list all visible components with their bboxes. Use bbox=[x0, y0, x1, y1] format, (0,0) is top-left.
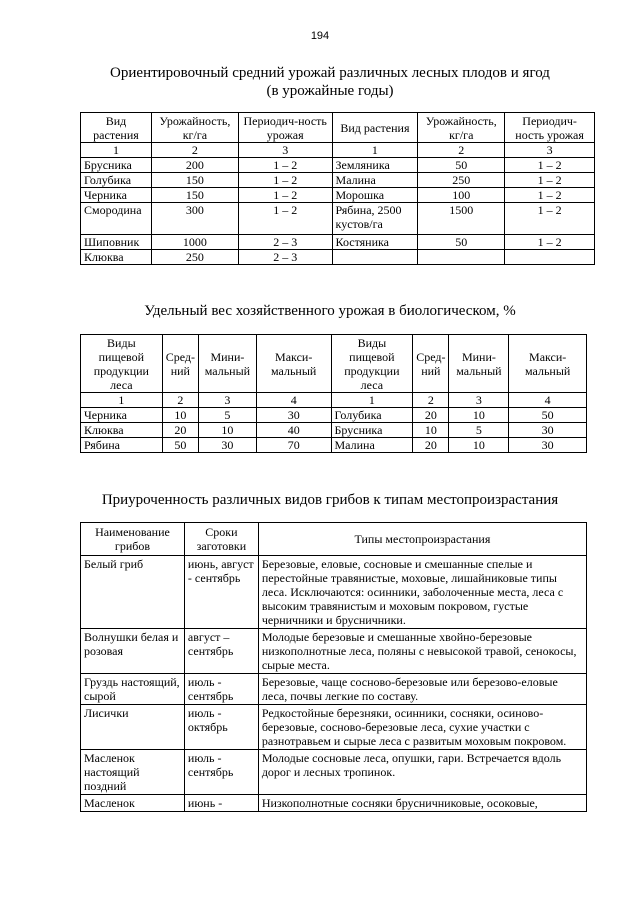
table1-title-line1: Ориентировочный средний урожай различных лесных плодов и ягод bbox=[110, 65, 550, 81]
table-cell: Масленок настоящий поздний bbox=[81, 750, 185, 795]
table-cell: 10 bbox=[162, 408, 198, 423]
col-number: 3 bbox=[505, 143, 595, 158]
table-cell: Малина bbox=[332, 173, 418, 188]
table-cell: 30 bbox=[509, 423, 587, 438]
table-cell: Брусника bbox=[331, 423, 413, 438]
table-cell: Клюква bbox=[81, 423, 163, 438]
table3-title: Приуроченность различных видов грибов к типам местопроизрастания bbox=[101, 492, 559, 508]
table-cell: 1 – 2 bbox=[238, 203, 332, 235]
table-header-row bbox=[81, 523, 587, 556]
col-number: 3 bbox=[449, 393, 509, 408]
table-cell: 10 bbox=[449, 408, 509, 423]
table-cell: Малина bbox=[331, 438, 413, 453]
table-row bbox=[81, 408, 587, 423]
table1-title bbox=[60, 64, 600, 100]
table-cell: 1 – 2 bbox=[505, 235, 595, 250]
table-cell: 10 bbox=[413, 423, 449, 438]
col-number: 3 bbox=[238, 143, 332, 158]
table-cell: Рябина bbox=[81, 438, 163, 453]
table-cell: 50 bbox=[509, 408, 587, 423]
table-cell: Черника bbox=[81, 408, 163, 423]
table-cell: 70 bbox=[256, 438, 331, 453]
table-cell: 5 bbox=[449, 423, 509, 438]
table-cell: Рябина, 2500 кустов/га bbox=[332, 203, 418, 235]
col-header: Сред-ний bbox=[413, 335, 449, 393]
table-cell bbox=[332, 250, 418, 265]
col-header: Сред-ний bbox=[162, 335, 198, 393]
col-number: 1 bbox=[331, 393, 413, 408]
table-cell: Редкостойные березняки, осинники, сосняки, осиново-березовые, сосново-березовые леса, сухие участки с разнотравьем и сырые леса с развитым моховым покровом. bbox=[258, 705, 586, 750]
col-number: 4 bbox=[256, 393, 331, 408]
col-header: Мини-мальный bbox=[198, 335, 256, 393]
table-cell: Земляника bbox=[332, 158, 418, 173]
table-cell: Брусника bbox=[81, 158, 152, 173]
table-cell: 50 bbox=[418, 235, 505, 250]
table-cell: Масленок bbox=[81, 795, 185, 812]
table-cell: 200 bbox=[151, 158, 238, 173]
col-header: Урожайность, кг/га bbox=[151, 113, 238, 143]
table-cell: Молодые березовые и смешанные хвойно-березовые низкополнотные леса, поляны с невысокой травой, сенокосы, сырые места. bbox=[258, 629, 586, 674]
col-header: Урожайность, кг/га bbox=[418, 113, 505, 143]
table-row bbox=[81, 173, 595, 188]
table-cell: Голубика bbox=[81, 173, 152, 188]
table-cell: 20 bbox=[413, 408, 449, 423]
table-row bbox=[81, 250, 595, 265]
table-cell: Березовые, чаще сосново-березовые или березово-еловые леса, почвы легкие по составу. bbox=[258, 674, 586, 705]
col-header: Наименование грибов bbox=[81, 523, 185, 556]
table-row bbox=[81, 750, 587, 795]
table-cell: 30 bbox=[509, 438, 587, 453]
berry-yield-table bbox=[80, 112, 595, 265]
table-row bbox=[81, 235, 595, 250]
table-cell: Голубика bbox=[331, 408, 413, 423]
col-header: Макси-мальный bbox=[509, 335, 587, 393]
table-cell: 1 – 2 bbox=[238, 158, 332, 173]
col-header: Макси-мальный bbox=[256, 335, 331, 393]
col-header: Сроки заготовки bbox=[184, 523, 258, 556]
table-cell: 2 – 3 bbox=[238, 250, 332, 265]
table-cell: июль - сентябрь bbox=[184, 674, 258, 705]
table-cell: июнь, август - сентябрь bbox=[184, 556, 258, 629]
table-cell: Костяника bbox=[332, 235, 418, 250]
table-row bbox=[81, 188, 595, 203]
table-cell bbox=[418, 250, 505, 265]
table-cell: Молодые сосновые леса, опушки, гари. Встречается вдоль дорог и лесных тропинок. bbox=[258, 750, 586, 795]
col-number: 3 bbox=[198, 393, 256, 408]
table-row bbox=[81, 795, 587, 812]
col-number: 1 bbox=[81, 393, 163, 408]
table-cell: Смородина bbox=[81, 203, 152, 235]
table-row bbox=[81, 674, 587, 705]
table-cell: 100 bbox=[418, 188, 505, 203]
table-cell: 1 – 2 bbox=[505, 203, 595, 235]
table-cell: Низкополнотные сосняки брусничниковые, осоковые, bbox=[258, 795, 586, 812]
table-cell: 250 bbox=[151, 250, 238, 265]
table2-title: Удельный вес хозяйственного урожая в биологическом, % bbox=[144, 303, 516, 319]
table-cell: Волнушки белая и розовая bbox=[81, 629, 185, 674]
table-cell: 40 bbox=[256, 423, 331, 438]
table-cell: 1000 bbox=[151, 235, 238, 250]
col-header: Виды пищевой продукции леса bbox=[331, 335, 413, 393]
col-header: Периодич-ность урожая bbox=[238, 113, 332, 143]
table-row bbox=[81, 423, 587, 438]
col-header: Типы местопроизрастания bbox=[258, 523, 586, 556]
table-cell: 250 bbox=[418, 173, 505, 188]
table-cell: 10 bbox=[198, 423, 256, 438]
col-number: 1 bbox=[81, 143, 152, 158]
col-header: Вид растения bbox=[81, 113, 152, 143]
table-cell: Черника bbox=[81, 188, 152, 203]
table-cell: 1 – 2 bbox=[505, 188, 595, 203]
table-row bbox=[81, 158, 595, 173]
table1-title-line2: (в урожайные годы) bbox=[266, 83, 394, 99]
table-cell: Шиповник bbox=[81, 235, 152, 250]
col-header: Периодич-ность урожая bbox=[505, 113, 595, 143]
column-number-row bbox=[81, 143, 595, 158]
table-cell: 50 bbox=[162, 438, 198, 453]
table-cell: 30 bbox=[198, 438, 256, 453]
col-header: Мини-мальный bbox=[449, 335, 509, 393]
table-cell: 1500 bbox=[418, 203, 505, 235]
col-number: 2 bbox=[162, 393, 198, 408]
table-header-row bbox=[81, 113, 595, 143]
harvest-share-table bbox=[80, 334, 587, 453]
col-header: Вид растения bbox=[332, 113, 418, 143]
table-cell: август – сентябрь bbox=[184, 629, 258, 674]
table-row bbox=[81, 629, 587, 674]
col-number: 2 bbox=[418, 143, 505, 158]
table-cell: 10 bbox=[449, 438, 509, 453]
table-cell: 150 bbox=[151, 173, 238, 188]
table-cell: июль - сентябрь bbox=[184, 750, 258, 795]
table-cell: июль - октябрь bbox=[184, 705, 258, 750]
table-cell: Морошка bbox=[332, 188, 418, 203]
col-header: Виды пищевой продукции леса bbox=[81, 335, 163, 393]
table-cell: 30 bbox=[256, 408, 331, 423]
table-cell: 5 bbox=[198, 408, 256, 423]
table-row bbox=[81, 203, 595, 235]
table-row bbox=[81, 556, 587, 629]
table-cell: 1 – 2 bbox=[238, 188, 332, 203]
table-cell: Лисички bbox=[81, 705, 185, 750]
table-cell: 2 – 3 bbox=[238, 235, 332, 250]
column-number-row bbox=[81, 393, 587, 408]
table-cell: 1 – 2 bbox=[505, 173, 595, 188]
table-cell bbox=[505, 250, 595, 265]
table-cell: Березовые, еловые, сосновые и смешанные спелые и перестойные травянистые, моховые, лишайниковые типы леса. Исключаются: осинники, заболоченные места, леса с высоким травянистым и моховым покровом, густые черничники и брусничники. bbox=[258, 556, 586, 629]
table-cell: 1 – 2 bbox=[505, 158, 595, 173]
col-number: 1 bbox=[332, 143, 418, 158]
table-cell: 150 bbox=[151, 188, 238, 203]
table-cell: 1 – 2 bbox=[238, 173, 332, 188]
col-number: 2 bbox=[413, 393, 449, 408]
mushroom-habitat-table bbox=[80, 522, 587, 812]
table-cell: Белый гриб bbox=[81, 556, 185, 629]
table-cell: 50 bbox=[418, 158, 505, 173]
table-cell: 300 bbox=[151, 203, 238, 235]
col-number: 4 bbox=[509, 393, 587, 408]
table-row bbox=[81, 438, 587, 453]
table-cell: Клюква bbox=[81, 250, 152, 265]
table-header-row bbox=[81, 335, 587, 393]
table-cell: Груздь настоящий, сырой bbox=[81, 674, 185, 705]
table-cell: июнь - bbox=[184, 795, 258, 812]
col-number: 2 bbox=[151, 143, 238, 158]
table-row bbox=[81, 705, 587, 750]
table-cell: 20 bbox=[413, 438, 449, 453]
page-number: 194 bbox=[310, 30, 330, 42]
table-cell: 20 bbox=[162, 423, 198, 438]
